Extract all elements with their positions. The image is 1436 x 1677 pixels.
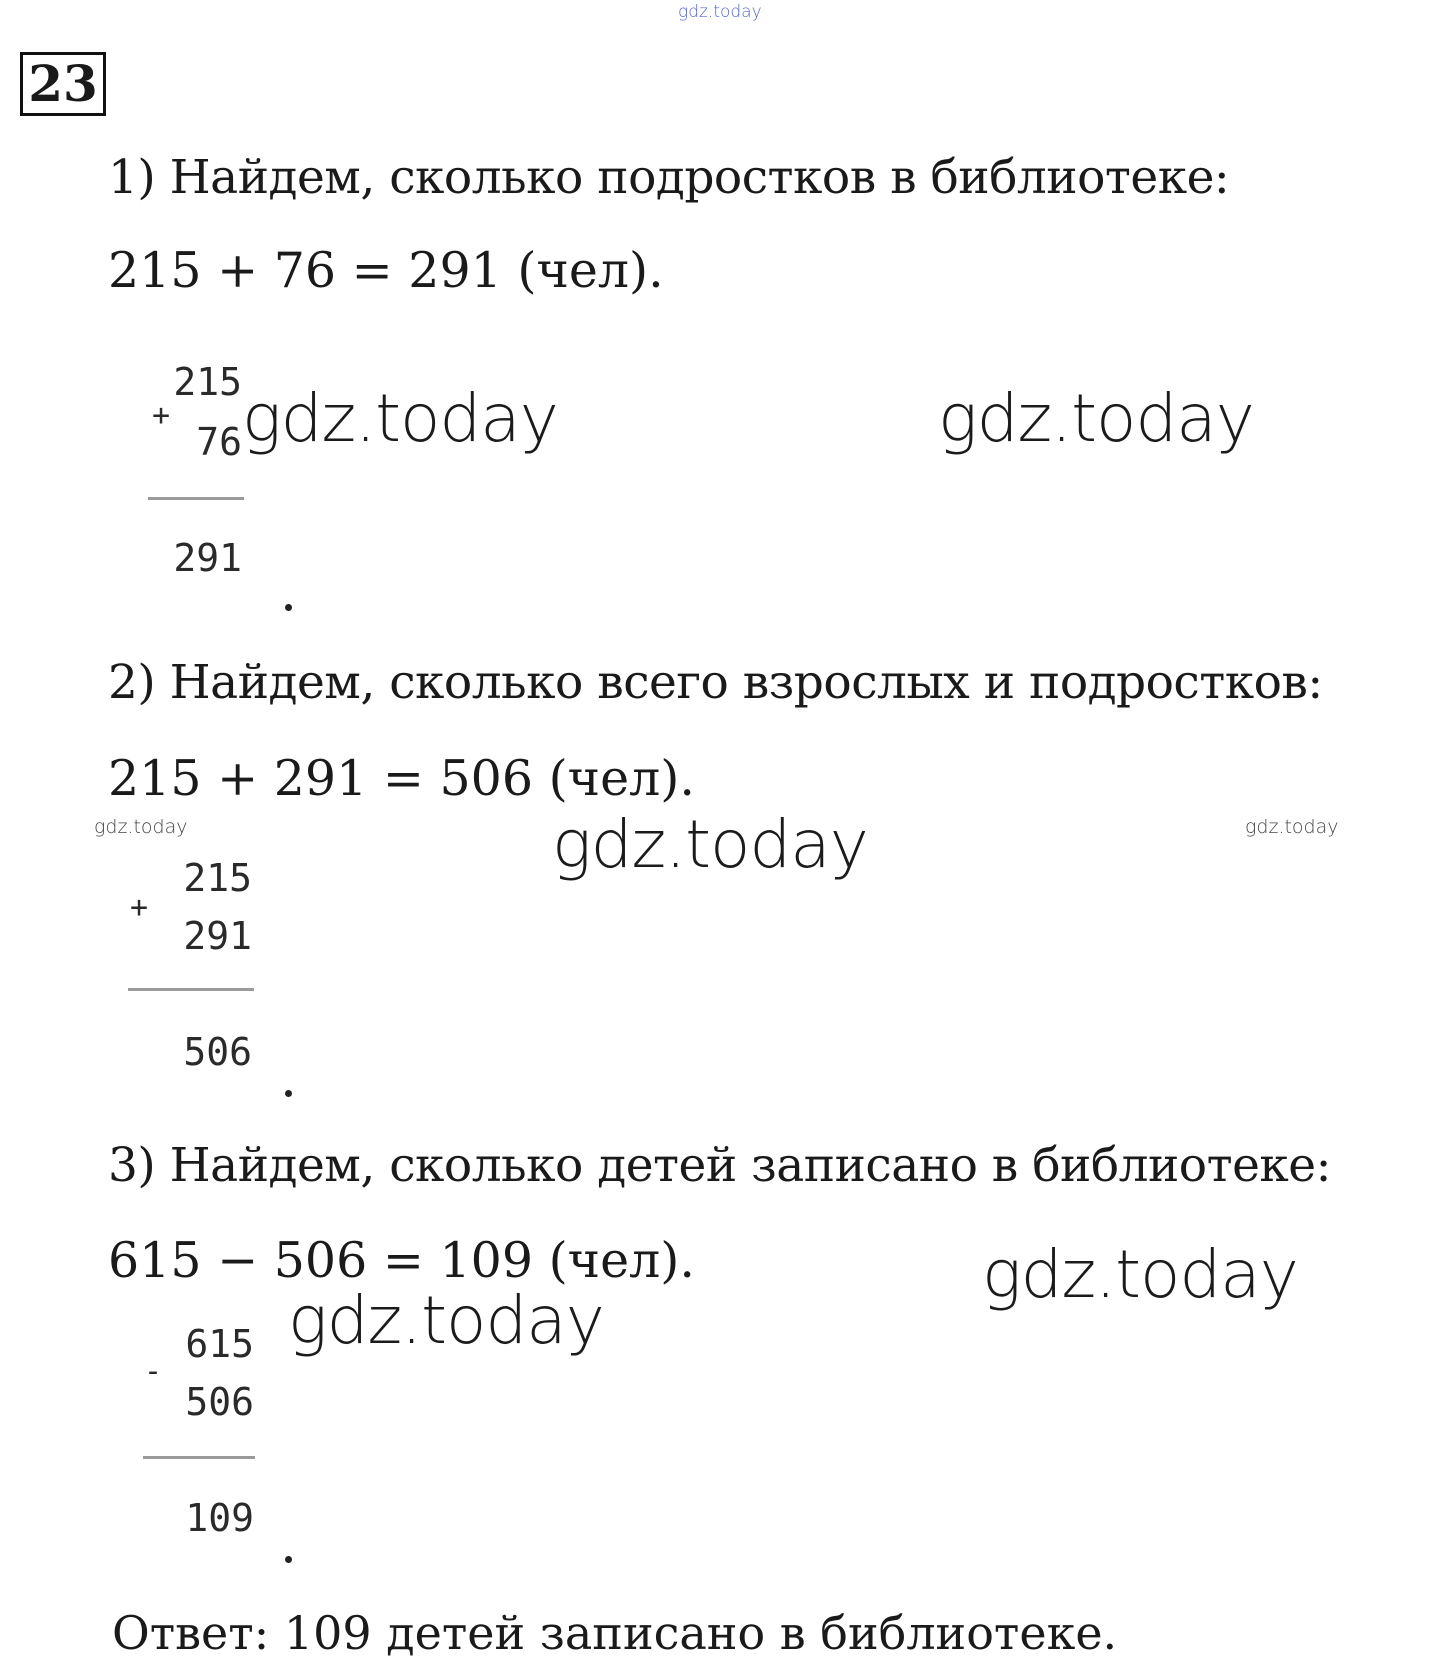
watermark-top: gdz.today bbox=[678, 2, 762, 22]
answer-text: Ответ: 109 детей записано в библиотеке. bbox=[112, 1606, 1118, 1660]
step-2-text: 2) Найдем, сколько всего взрослых и подростков: bbox=[108, 655, 1323, 710]
step-1-column-bottom: 76 bbox=[196, 420, 242, 464]
step-3-column-result: 109 bbox=[185, 1496, 254, 1540]
step-1-text: 1) Найдем, сколько подростков в библиотеке: bbox=[108, 150, 1230, 205]
step-3-minus-sign: - bbox=[144, 1354, 163, 1389]
step-3-column-top: 615 bbox=[185, 1322, 254, 1366]
step-1-equation: 215 + 76 = 291 (чел). bbox=[108, 242, 664, 299]
step-3-dot bbox=[285, 1556, 292, 1563]
watermark-2-small-left: gdz.today bbox=[94, 816, 188, 838]
step-2-column-bottom: 291 bbox=[183, 914, 252, 958]
step-2-dot bbox=[285, 1090, 292, 1097]
step-1-column-top: 215 bbox=[173, 360, 242, 404]
step-3-column-bottom: 506 bbox=[185, 1380, 254, 1424]
watermark-2: gdz.today bbox=[552, 806, 868, 883]
step-2-plus-sign: + bbox=[130, 890, 149, 925]
step-3-equation: 615 − 506 = 109 (чел). bbox=[108, 1232, 695, 1289]
watermark-1b: gdz.today bbox=[938, 380, 1254, 457]
step-3-text: 3) Найдем, сколько детей записано в библиотеке: bbox=[108, 1138, 1331, 1193]
step-1-plus-sign: + bbox=[152, 398, 171, 433]
watermark-2-small-right: gdz.today bbox=[1245, 816, 1339, 838]
step-1-column-result: 291 bbox=[173, 536, 242, 580]
step-2-equation: 215 + 291 = 506 (чел). bbox=[108, 750, 695, 807]
watermark-3a: gdz.today bbox=[288, 1282, 604, 1359]
step-1-dot bbox=[285, 604, 292, 611]
step-2-column-top: 215 bbox=[183, 856, 252, 900]
step-1-column-rule bbox=[148, 497, 244, 500]
watermark-3b: gdz.today bbox=[982, 1236, 1298, 1313]
watermark-1a: gdz.today bbox=[242, 380, 558, 457]
step-2-column-rule bbox=[128, 988, 254, 991]
problem-number: 23 bbox=[20, 52, 106, 116]
step-2-column-result: 506 bbox=[183, 1030, 252, 1074]
step-3-column-rule bbox=[143, 1456, 255, 1459]
